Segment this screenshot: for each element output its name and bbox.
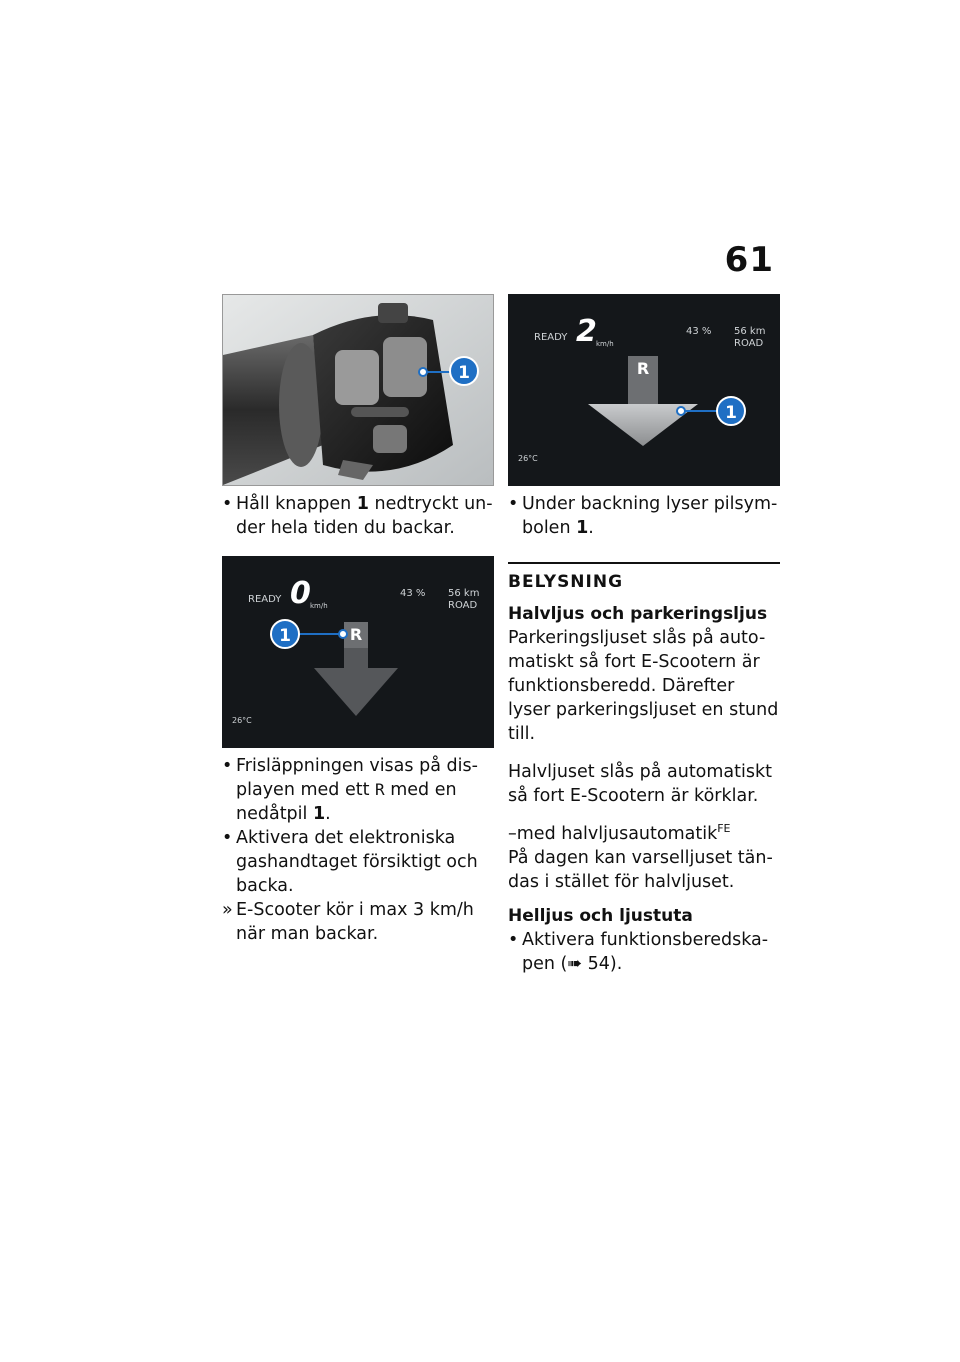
handlebar-photo (222, 294, 494, 486)
down-arrow-icon (508, 294, 780, 486)
right-column (508, 294, 780, 976)
page-number: 61 (724, 240, 774, 280)
option-auto-low-beam: –med halvljusautomatik$^{FE}$ (508, 822, 731, 844)
bullet-release-shown: • Frisläppningen visas på dis-playen med ett R med en nedåtpil 1. (222, 756, 478, 824)
paragraph-parking-light: Parkeringsljuset slås på auto-matiskt så fort E-Scootern är funktionsberedd. Därefter lyser parkeringsljuset en stund till. (508, 628, 779, 744)
down-arrow-icon (222, 556, 494, 748)
bullet-activate-throttle: • Aktivera det elektroniska gashandtaget försiktigt och backa. (222, 828, 478, 896)
paragraph-low-beam: Halvljuset slås på automatiskt så fort E-Scootern är körklar. (508, 762, 772, 806)
subheading-low-beam: Halvljus och parkeringsljus (508, 604, 768, 624)
bullet-activate-ready: • Aktivera funktionsberedska-pen (➠ 54). (508, 930, 769, 974)
callout-1: 1 (716, 396, 746, 426)
section-heading: BELYSNING (508, 562, 780, 594)
bullet-hold-button: • Håll knappen 1 nedtryckt un-der hela tiden du backar. (222, 494, 493, 538)
paragraph-daytime-light: På dagen kan varselljuset tän-das i stället för halvljuset. (508, 848, 773, 892)
r-symbol: R (344, 622, 368, 648)
page-reference-icon: ➠ (567, 954, 583, 974)
display-arrow: READY 2 km/h 43 % 56 km ROAD 26°C R 1 (508, 294, 780, 486)
r-symbol: R (636, 359, 650, 378)
callout-1: 1 (449, 356, 479, 386)
left-column (222, 294, 494, 946)
callout-1: 1 (270, 619, 300, 649)
handlebar-switch-illustration (223, 295, 494, 486)
bullet-arrow-lights: • Under backning lyser pilsym-bolen 1. (508, 494, 778, 538)
subheading-high-beam: Helljus och ljustuta (508, 906, 693, 926)
display-r-symbol: READY 0 km/h 43 % 56 km ROAD 26°C R 1 (222, 556, 494, 748)
result-max-speed: » E-Scooter kör i max 3 km/h när man backar. (222, 900, 474, 944)
